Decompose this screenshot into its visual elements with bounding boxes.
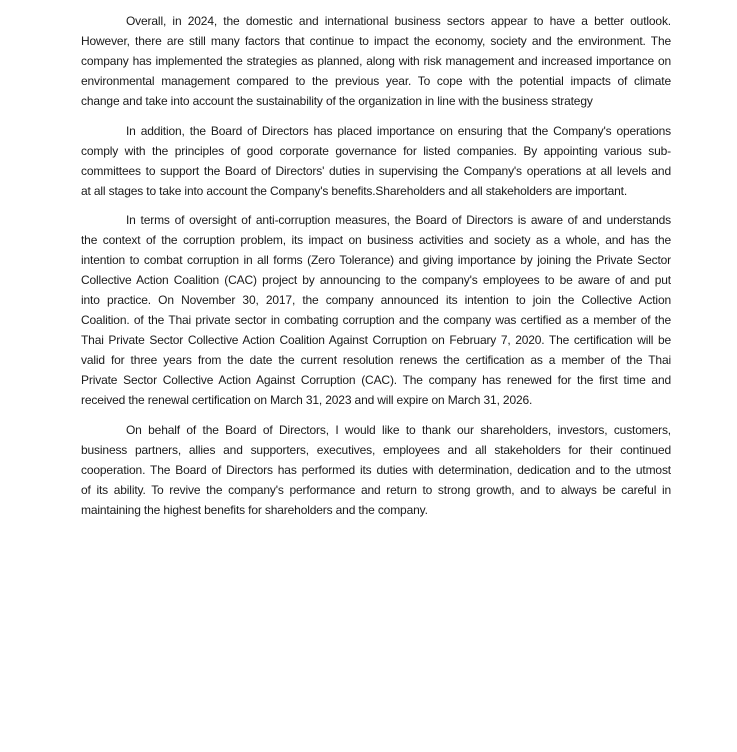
- paragraph: [81, 121, 671, 201]
- paragraph: [81, 11, 671, 111]
- paragraph-line: environmental management compared to the previous year. To cope with the potential impacts of climate: [81, 74, 671, 88]
- paragraph-line: maintaining the highest benefits for shareholders and the company.: [81, 502, 428, 517]
- paragraph: [81, 210, 671, 410]
- paragraph-line: change and take into account the sustainability of the organization in line with the business strategy: [81, 94, 593, 108]
- paragraph-line: at all stages to take into account the Company's benefits.Shareholders and all stakeholders are important.: [81, 183, 628, 198]
- paragraph-line: cooperation. The Board of Directors has performed its duties with determination, dedication and to the utmost: [81, 462, 671, 477]
- paragraph-line: comply with the principles of good corporate governance for listed companies. By appointing various sub-: [81, 143, 671, 158]
- paragraph-line: into practice. On November 30, 2017, the company announced its intention to join the Collective Action: [81, 293, 671, 307]
- paragraph: [81, 420, 671, 520]
- paragraph-line: the context of the corruption problem, its impact on business activities and society as a whole, and has the: [81, 233, 671, 247]
- paragraph-line: committees to support the Board of Directors' duties in supervising the Company's operations at all levels and: [81, 163, 671, 178]
- paragraph-line: intention to combat corruption in all forms (Zero Tolerance) and giving importance by joining the Private Sector: [81, 253, 671, 267]
- paragraph-line: Thai Private Sector Collective Action Coalition Against Corruption on February 7, 2020. The certification will be: [81, 333, 671, 347]
- paragraph-line: business partners, allies and supporters, executives, employees and all stakeholders for their continued: [81, 442, 671, 457]
- paragraph-line: Coalition. of the Thai private sector in combating corruption and the company was certified as a member of the: [81, 313, 671, 327]
- paragraph-line: received the renewal certification on March 31, 2023 and will expire on March 31, 2026.: [81, 393, 533, 407]
- paragraph-line: Private Sector Collective Action Against Corruption (CAC). The company has renewed for the first time and: [81, 373, 671, 387]
- paragraph-line: However, there are still many factors that continue to impact the economy, society and the environment. The: [81, 34, 671, 48]
- paragraph-line: In addition, the Board of Directors has placed importance on ensuring that the Company's operations: [126, 123, 671, 138]
- paragraph-line: Collective Action Coalition (CAC) project by announcing to the company's employees to be aware of and put: [81, 273, 671, 287]
- paragraph-line: In terms of oversight of anti-corruption measures, the Board of Directors is aware of and understands: [126, 213, 671, 227]
- paragraph-line: of its ability. To revive the company's performance and return to strong growth, and to always be careful in: [81, 482, 671, 497]
- paragraph-line: On behalf of the Board of Directors, I would like to thank our shareholders, investors, customers,: [126, 422, 671, 437]
- paragraph-line: valid for three years from the date the current resolution renews the certification as a member of the Thai: [81, 353, 671, 367]
- paragraph-line: Overall, in 2024, the domestic and international business sectors appear to have a better outlook.: [126, 14, 671, 28]
- paragraph-line: company has implemented the strategies as planned, along with risk management and increased importance on: [81, 54, 671, 68]
- document-body: [81, 11, 671, 529]
